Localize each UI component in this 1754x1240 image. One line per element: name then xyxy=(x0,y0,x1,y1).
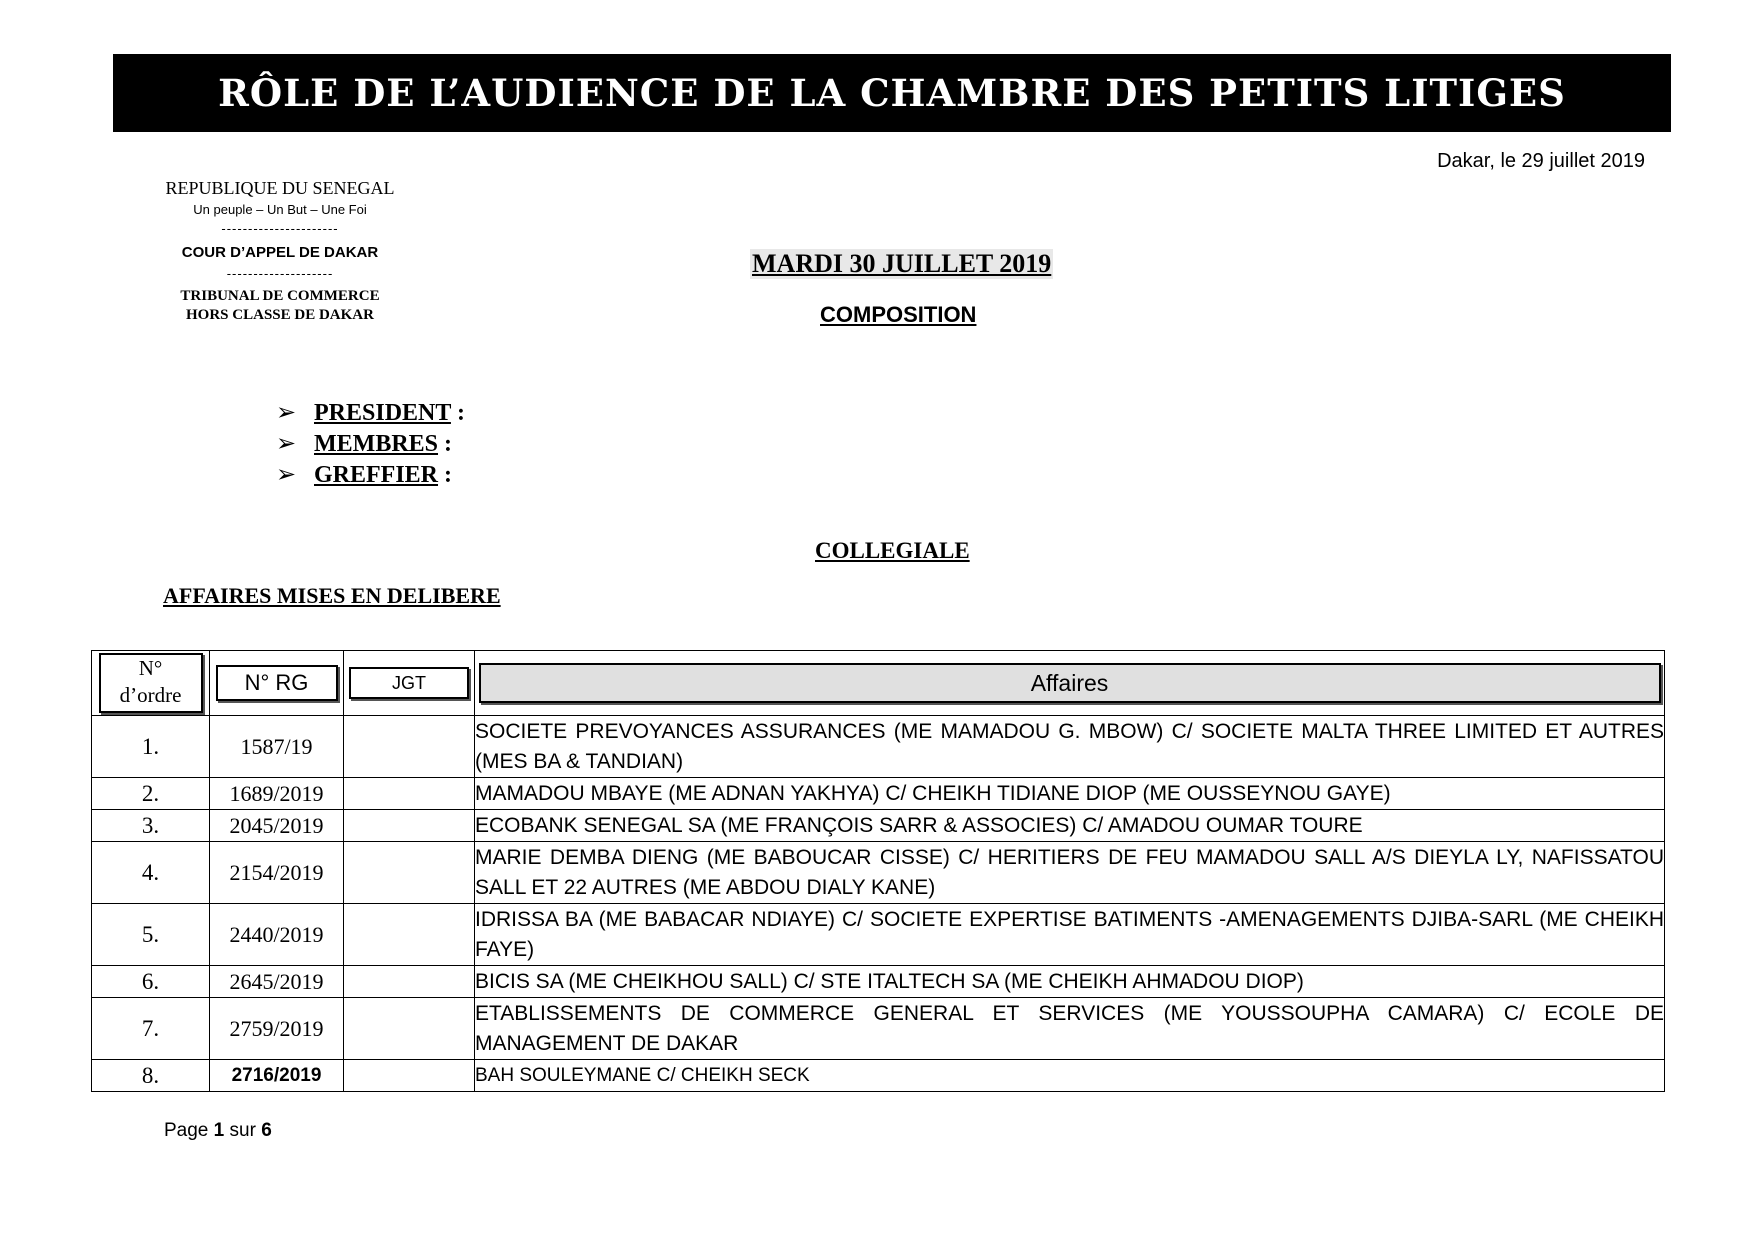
section-collegiale: COLLEGIALE xyxy=(815,538,970,563)
cell-rg: 2440/2019 xyxy=(210,904,344,966)
cell-affaire: ECOBANK SENEGAL SA (ME FRANÇOIS SARR & ASSOCIES) C/ AMADOU OUMAR TOURE xyxy=(475,810,1665,842)
table-row xyxy=(92,810,1665,842)
table-row xyxy=(92,716,1665,778)
cell-affaire: MAMADOU MBAYE (ME ADNAN YAKHYA) C/ CHEIKH TIDIANE DIOP (ME OUSSEYNOU GAYE) xyxy=(475,778,1665,810)
cell-jgt xyxy=(344,842,475,904)
cell-jgt xyxy=(344,998,475,1060)
hearing-date: MARDI 30 JUILLET 2019 xyxy=(752,249,1052,278)
current-page: 1 xyxy=(213,1120,225,1141)
colon: : xyxy=(450,400,465,426)
composition-membres xyxy=(276,429,452,458)
date-line: Dakar, le 29 juillet 2019 xyxy=(1437,150,1645,172)
colon: : xyxy=(438,462,453,488)
header-jgt xyxy=(344,651,475,716)
total-pages: 6 xyxy=(261,1120,272,1141)
cell-jgt xyxy=(344,966,475,998)
section-deliberes: AFFAIRES MISES EN DELIBERE xyxy=(163,583,501,608)
cases-table xyxy=(91,650,1665,1092)
cell-rg: 2716/2019 xyxy=(210,1060,344,1092)
cell-jgt xyxy=(344,1060,475,1092)
cell-jgt xyxy=(344,904,475,966)
cell-affaire: ETABLISSEMENTS DE COMMERCE GENERAL ET SERVICES (ME YOUSSOUPHA CAMARA) C/ ECOLE DE MANAGEMENT DE DAKAR xyxy=(475,998,1665,1060)
header-rg xyxy=(210,651,344,716)
cell-affaire: MARIE DEMBA DIENG (ME BABOUCAR CISSE) C/ HERITIERS DE FEU MAMADOU SALL A/S DIEYLA LY, NAFISSATOU SALL ET 22 AUTRES (ME ABDOU DIALY KANE) xyxy=(475,842,1665,904)
national-motto: Un peuple – Un But – Une Foi xyxy=(193,202,367,217)
header-jgt-box: JGT xyxy=(349,667,469,699)
document-title: RÔLE DE L’AUDIENCE DE LA CHAMBRE DES PETITS LITIGES xyxy=(218,71,1566,115)
table-header-row xyxy=(92,651,1665,716)
cell-affaire: SOCIETE PREVOYANCES ASSURANCES (ME MAMADOU G. MBOW) C/ SOCIETE MALTA THREE LIMITED ET AUTRES (MES BA & TANDIAN) xyxy=(475,716,1665,778)
tribunal-name: TRIBUNAL DE COMMERCE xyxy=(180,288,380,304)
page-label: Page xyxy=(164,1120,209,1141)
colon: : xyxy=(438,431,453,457)
cell-ordre: 4. xyxy=(92,842,210,904)
court-name: COUR D’APPEL DE DAKAR xyxy=(181,244,379,261)
header-separator: -------------------- xyxy=(226,266,334,281)
president-label: PRESIDENT xyxy=(314,400,451,426)
header-rg-box: N° RG xyxy=(216,665,338,701)
table-row xyxy=(92,842,1665,904)
header-ordre-box xyxy=(99,653,203,713)
header-affaires-box: Affaires xyxy=(479,663,1661,703)
cell-rg: 1689/2019 xyxy=(210,778,344,810)
cell-rg: 2759/2019 xyxy=(210,998,344,1060)
tribunal-name-line2: HORS CLASSE DE DAKAR xyxy=(186,307,374,323)
cell-jgt xyxy=(344,716,475,778)
of-label: sur xyxy=(229,1120,256,1141)
table-row xyxy=(92,904,1665,966)
table-row xyxy=(92,998,1665,1060)
header-separator: ---------------------- xyxy=(221,221,339,236)
header-ordre-line2: d’ordre xyxy=(119,683,182,707)
cell-ordre: 7. xyxy=(92,998,210,1060)
table-row xyxy=(92,778,1665,810)
cell-ordre: 8. xyxy=(92,1060,210,1092)
arrow-icon: ➢ xyxy=(276,462,297,488)
table-row xyxy=(92,966,1665,998)
arrow-icon: ➢ xyxy=(276,400,297,426)
cell-ordre: 1. xyxy=(92,716,210,778)
cell-rg: 1587/19 xyxy=(210,716,344,778)
header-ordre xyxy=(92,651,210,716)
table-row xyxy=(92,1060,1665,1092)
composition-president xyxy=(276,398,465,427)
cell-rg: 2154/2019 xyxy=(210,842,344,904)
cell-ordre: 2. xyxy=(92,778,210,810)
cell-ordre: 6. xyxy=(92,966,210,998)
title-banner xyxy=(113,54,1671,132)
cell-ordre: 3. xyxy=(92,810,210,842)
cell-affaire: IDRISSA BA (ME BABACAR NDIAYE) C/ SOCIETE EXPERTISE BATIMENTS -AMENAGEMENTS DJIBA-SARL (ME CHEIKH FAYE) xyxy=(475,904,1665,966)
header-affaires xyxy=(475,651,1665,716)
cell-jgt xyxy=(344,810,475,842)
arrow-icon: ➢ xyxy=(276,431,297,457)
cell-affaire: BAH SOULEYMANE C/ CHEIKH SECK xyxy=(475,1060,1665,1092)
republic-name: REPUBLIQUE DU SENEGAL xyxy=(165,178,395,198)
greffier-label: GREFFIER xyxy=(314,462,439,488)
cell-rg: 2645/2019 xyxy=(210,966,344,998)
composition-greffier xyxy=(276,460,452,489)
cell-ordre: 5. xyxy=(92,904,210,966)
header-ordre-line1: N° xyxy=(138,656,163,680)
cell-rg: 2045/2019 xyxy=(210,810,344,842)
page-footer xyxy=(164,1120,272,1142)
cell-jgt xyxy=(344,778,475,810)
composition-title: COMPOSITION xyxy=(820,302,977,327)
cell-affaire: BICIS SA (ME CHEIKHOU SALL) C/ STE ITALTECH SA (ME CHEIKH AHMADOU DIOP) xyxy=(475,966,1665,998)
membres-label: MEMBRES xyxy=(314,431,439,457)
